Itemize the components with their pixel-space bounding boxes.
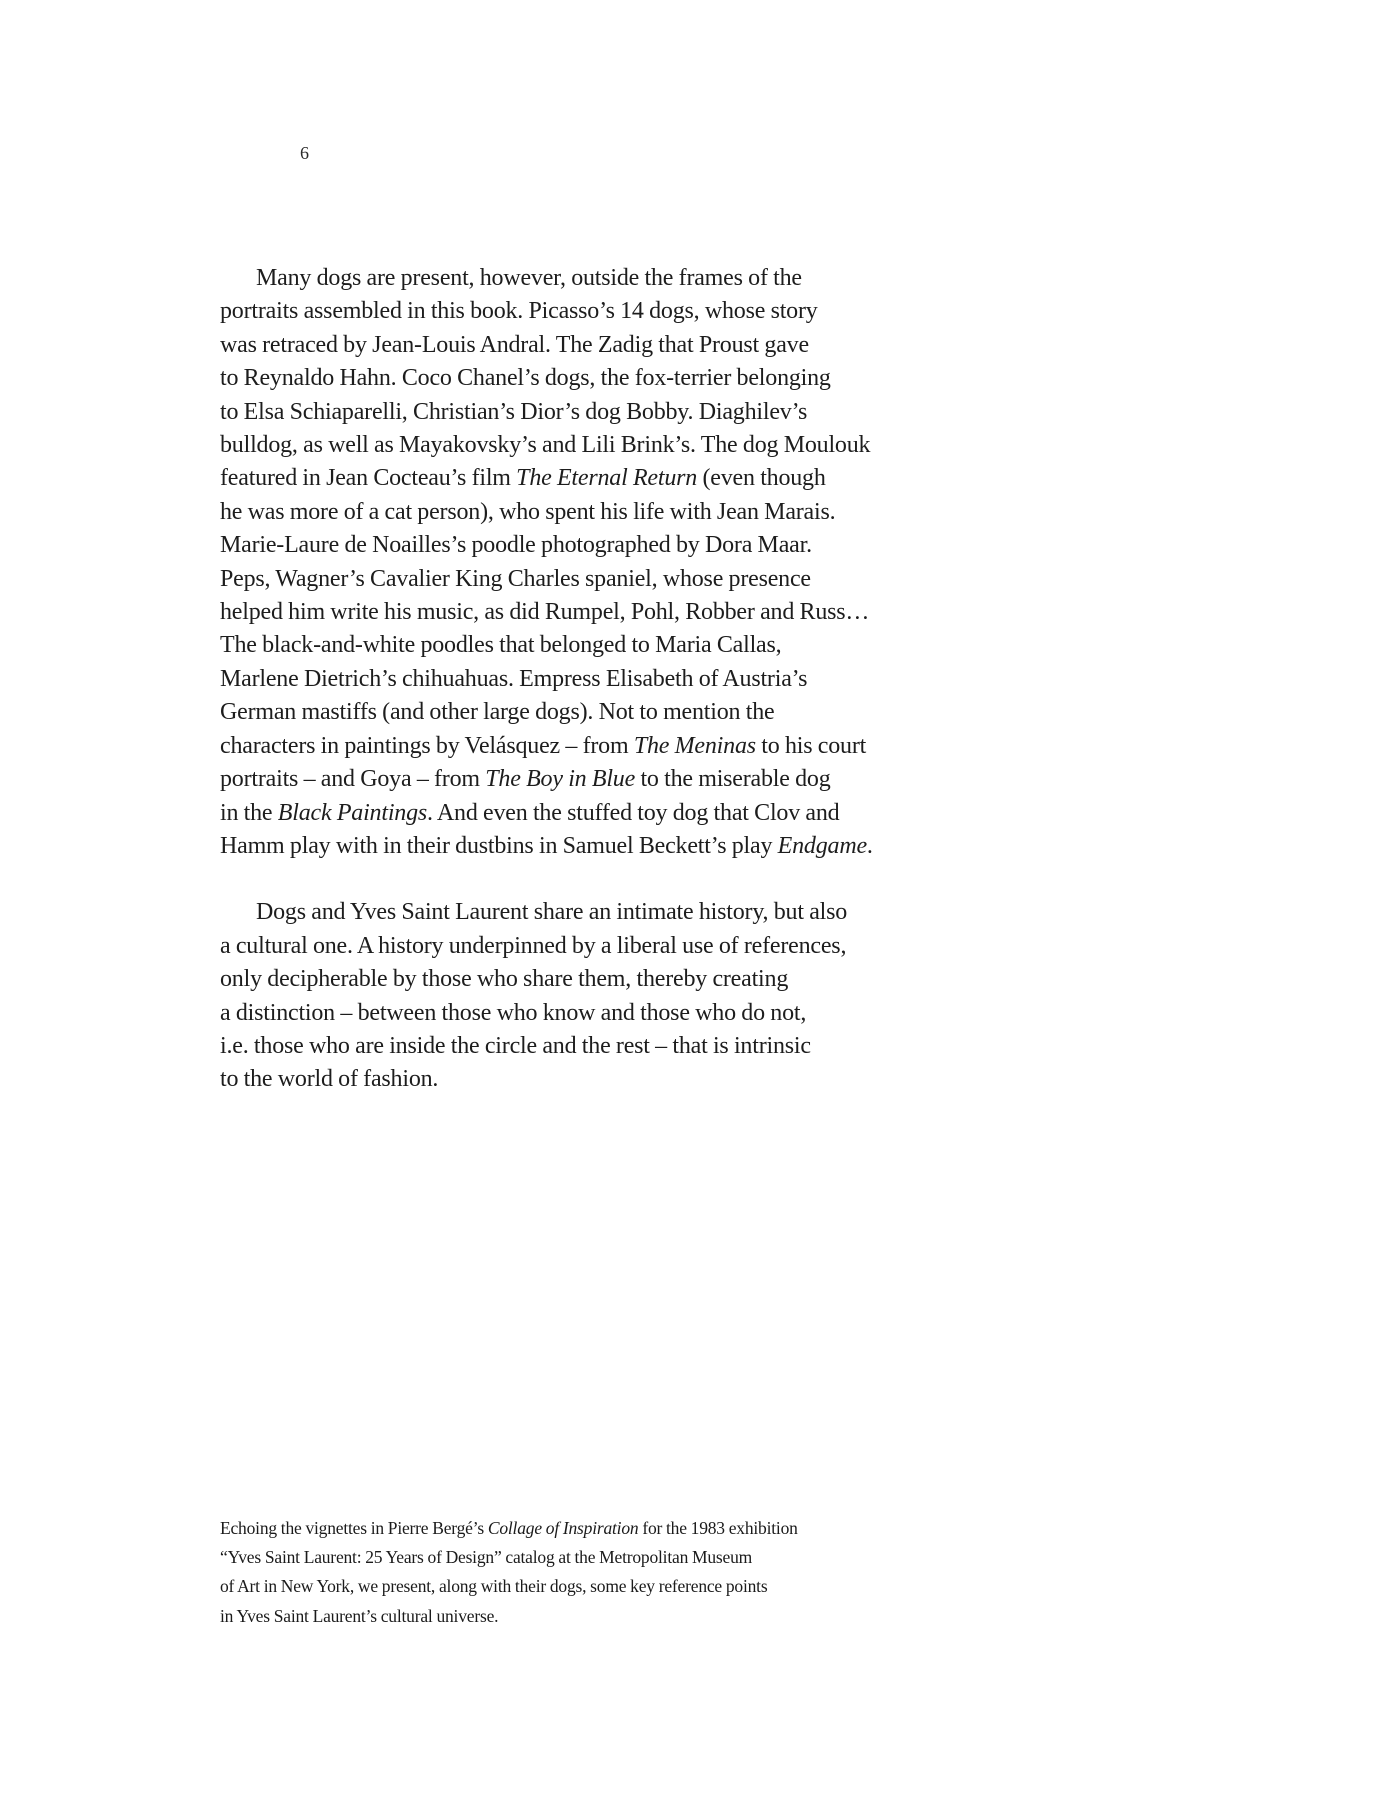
text-line: he was more of a cat person), who spent his life with Jean Marais. xyxy=(220,498,836,525)
text-line: The black-and-white poodles that belonged to Maria Callas, xyxy=(220,632,782,659)
text-line: characters in paintings by Velásquez – from The Meninas to his court xyxy=(220,732,867,759)
text-line: i.e. those who are inside the circle and the rest – that is intrinsic xyxy=(220,1032,811,1059)
text-line: in Yves Saint Laurent’s cultural universe. xyxy=(220,1605,499,1626)
text-line: Hamm play with in their dustbins in Samuel Beckett’s play Endgame. xyxy=(220,832,873,859)
body-text xyxy=(220,262,1000,1097)
text-line: Echoing the vignettes in Pierre Bergé’s Collage of Inspiration for the 1983 exhibition xyxy=(220,1518,798,1538)
text-line: German mastiffs (and other large dogs). Not to mention the xyxy=(220,699,775,726)
text-line: a cultural one. A history underpinned by a liberal use of references, xyxy=(220,932,847,959)
text-line: portraits – and Goya – from The Boy in Blue to the miserable dog xyxy=(220,766,831,793)
text-line: to Elsa Schiaparelli, Christian’s Dior’s dog Bobby. Diaghilev’s xyxy=(220,398,808,425)
text-line: a distinction – between those who know and those who do not, xyxy=(220,999,807,1026)
text-line: portraits assembled in this book. Picasso’s 14 dogs, whose story xyxy=(220,298,818,325)
text-line: Peps, Wagner’s Cavalier King Charles spaniel, whose presence xyxy=(220,565,811,592)
page-number: 6 xyxy=(300,143,310,163)
paragraph-many-dogs xyxy=(220,262,1000,863)
text-line: only decipherable by those who share them, thereby creating xyxy=(220,966,789,993)
text-line: “Yves Saint Laurent: 25 Years of Design” catalog at the Metropolitan Museum xyxy=(220,1547,753,1568)
text-line: to the world of fashion. xyxy=(220,1066,439,1093)
text-line: Many dogs are present, however, outside the frames of the xyxy=(256,265,802,291)
text-line: was retraced by Jean-Louis Andral. The Zadig that Proust gave xyxy=(220,331,809,358)
text-line: Marlene Dietrich’s chihuahuas. Empress Elisabeth of Austria’s xyxy=(220,665,808,692)
text-line: helped him write his music, as did Rumpel, Pohl, Robber and Russ… xyxy=(220,599,870,626)
text-line: Marie-Laure de Noailles’s poodle photographed by Dora Maar. xyxy=(220,532,812,559)
text-line: bulldog, as well as Mayakovsky’s and Lili Brink’s. The dog Moulouk xyxy=(220,432,871,459)
text-line: to Reynaldo Hahn. Coco Chanel’s dogs, the fox-terrier belonging xyxy=(220,365,831,392)
text-line: Dogs and Yves Saint Laurent share an intimate history, but also xyxy=(256,899,848,926)
text-line: of Art in New York, we present, along with their dogs, some key reference points xyxy=(220,1576,768,1597)
paragraph-dogs-and-ysl xyxy=(220,896,1000,1096)
footnote xyxy=(220,1514,920,1631)
text-line: in the Black Paintings. And even the stuffed toy dog that Clov and xyxy=(220,799,840,826)
text-line: featured in Jean Cocteau’s film The Eternal Return (even though xyxy=(220,465,826,492)
